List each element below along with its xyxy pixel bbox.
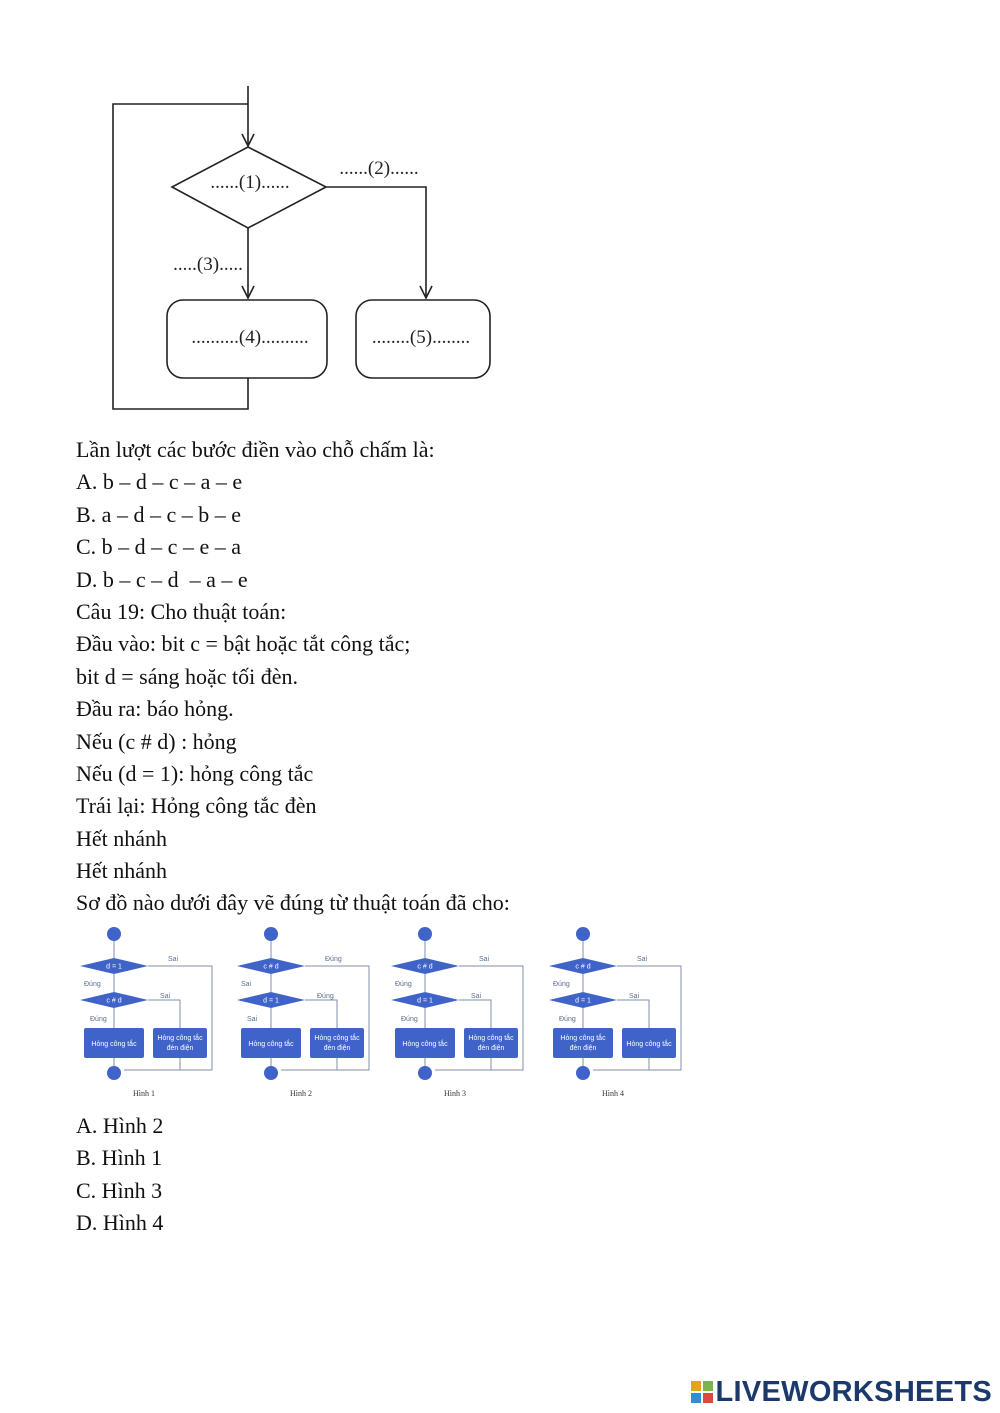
branch-label: Sai <box>160 993 171 1000</box>
decision-2-label: d = 1 <box>417 997 433 1005</box>
process-box-2-label: đèn điện <box>477 1045 505 1052</box>
decision-1-label: d = 1 <box>106 963 122 971</box>
process-box-1-label: Hỏng công tắc <box>248 1041 294 1048</box>
process-box-2-label: Hỏng công tắc <box>468 1035 514 1042</box>
liveworksheets-logo-icon <box>691 1381 713 1403</box>
branch-label: Đúng <box>401 1016 418 1023</box>
option-d: D. b – c – d – a – e <box>76 566 248 592</box>
fill-in-flowchart <box>100 80 520 420</box>
flowchart-figures <box>76 922 688 1104</box>
algorithm-line: Nếu (c # d) : hỏng <box>76 728 237 754</box>
process-box-1-label: Hỏng công tắc <box>91 1041 137 1048</box>
process-box-2-label: đèn điện <box>166 1045 194 1052</box>
process-box-1-label: đèn điện <box>569 1045 597 1052</box>
option-c: C. b – d – c – e – a <box>76 534 241 560</box>
blank-2: ......(2)...... <box>339 158 419 179</box>
flowchart-figure-1 <box>80 927 212 1098</box>
algorithm-line: bit d = sáng hoặc tối đèn. <box>76 663 298 689</box>
decision-1-label: c # d <box>263 963 279 971</box>
process-box-1-label: Hỏng công tắc <box>560 1035 606 1042</box>
start-terminal <box>576 927 590 941</box>
branch-label: Sai <box>241 981 252 988</box>
end-terminal <box>107 1066 121 1080</box>
option-b: B. a – d – c – b – e <box>76 501 241 527</box>
algorithm-line: Nếu (d = 1): hỏng công tắc <box>76 760 314 786</box>
branch-label: Sai <box>247 1016 258 1023</box>
answer-a: A. Hình 2 <box>76 1113 164 1138</box>
start-terminal <box>107 927 121 941</box>
figure-caption: Hình 1 <box>133 1089 155 1098</box>
process-box-1-label: Hỏng công tắc <box>402 1041 448 1048</box>
decision-2-label: d = 1 <box>263 997 279 1005</box>
branch-label: Đúng <box>90 1016 107 1023</box>
process-box-2 <box>464 1028 518 1058</box>
end-terminal <box>264 1066 278 1080</box>
branch-label: Đúng <box>395 981 412 988</box>
logo-tile <box>691 1381 701 1391</box>
branch-label: Đúng <box>325 956 342 963</box>
decision-2-label: c # d <box>106 997 122 1005</box>
answer-c: C. Hình 3 <box>76 1177 163 1203</box>
branch-label: Sai <box>637 956 648 963</box>
logo-tile <box>703 1393 713 1403</box>
decision-1-label: c # d <box>417 963 433 971</box>
blank-5: ........(5)........ <box>371 327 471 348</box>
figure-caption: Hình 3 <box>444 1089 466 1098</box>
branch-label: Sai <box>479 956 490 963</box>
process-box-2 <box>310 1028 364 1058</box>
process-box-2-label: Hỏng công tắc <box>626 1041 672 1048</box>
branch-label: Đúng <box>553 981 570 988</box>
inner-branch-line <box>305 1000 337 1028</box>
process-box-2 <box>153 1028 207 1058</box>
end-terminal <box>418 1066 432 1080</box>
branch-label: Sai <box>629 993 640 1000</box>
algorithm-line: Hết nhánh <box>76 825 168 851</box>
decision-2-label: d = 1 <box>575 997 591 1005</box>
decision-1-label: c # d <box>575 963 591 971</box>
blank-4: ..........(4).......... <box>191 327 309 348</box>
answer-b: B. Hình 1 <box>76 1145 163 1171</box>
question-text <box>76 434 956 920</box>
logo-tile <box>691 1393 701 1403</box>
inner-branch-line <box>148 1000 180 1028</box>
flowchart-figure-3 <box>391 927 523 1098</box>
false-branch-line <box>326 187 426 298</box>
branch-label: Sai <box>471 993 482 1000</box>
branch-label: Đúng <box>559 1016 576 1023</box>
branch-label: Sai <box>168 956 179 963</box>
flowchart-figure-2 <box>237 927 369 1098</box>
question-prompt: Lần lượt các bước điền vào chỗ chấm là: <box>76 437 435 462</box>
start-terminal <box>264 927 278 941</box>
process-box-2-label: Hỏng công tắc <box>157 1035 203 1042</box>
blank-3: .....(3)..... <box>173 254 243 275</box>
option-a: A. b – d – c – a – e <box>76 469 243 495</box>
start-terminal <box>418 927 432 941</box>
branch-label: Đúng <box>84 981 101 988</box>
algorithm-line: Đầu ra: báo hỏng. <box>76 696 234 722</box>
end-terminal <box>576 1066 590 1080</box>
process-box-2-label: đèn điện <box>323 1045 351 1052</box>
algorithm-line: Đầu vào: bit c = bật hoặc tắt công tắc; <box>76 631 411 657</box>
algorithm-line: Trái lại: Hỏng công tắc đèn <box>76 793 317 819</box>
branch-label: Đúng <box>317 993 334 1000</box>
question-19-title: Câu 19: Cho thuật toán: <box>76 598 287 624</box>
flowchart-figure-4 <box>549 927 681 1098</box>
process-box-2-label: Hỏng công tắc <box>314 1035 360 1042</box>
liveworksheets-watermark <box>691 1374 993 1410</box>
answer-d: D. Hình 4 <box>76 1210 164 1236</box>
figure-caption: Hình 2 <box>290 1089 312 1098</box>
process-box-1 <box>553 1028 613 1058</box>
figure-caption: Hình 4 <box>602 1089 624 1098</box>
algorithm-line: Hết nhánh <box>76 858 168 884</box>
logo-tile <box>703 1381 713 1391</box>
answer-options <box>76 1110 476 1240</box>
inner-branch-line <box>617 1000 649 1028</box>
question-19-prompt: Sơ đồ nào dưới đây vẽ đúng từ thuật toán đã cho: <box>76 890 510 916</box>
watermark-text: LIVEWORKSHEETS <box>715 1375 992 1408</box>
blank-1: ......(1)...... <box>210 172 290 193</box>
inner-branch-line <box>459 1000 491 1028</box>
